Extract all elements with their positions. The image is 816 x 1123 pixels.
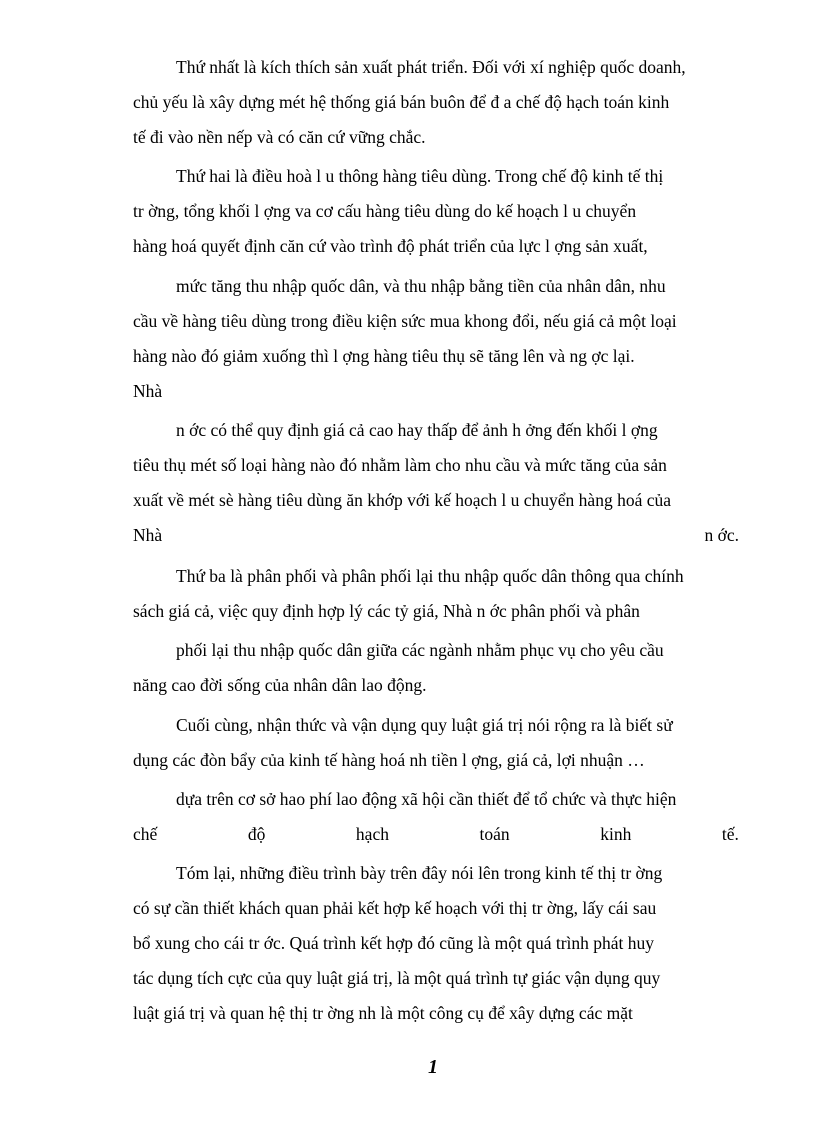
- line-word: kinh: [600, 824, 632, 844]
- paragraph-line: luật giá trị và quan hệ thị tr ờng nh là một công cụ để xây dựng các mặt: [133, 1003, 633, 1023]
- line-word: tế.: [721, 824, 739, 844]
- line-word: chế: [133, 824, 158, 844]
- paragraph-line: dựa trên cơ sở hao phí lao động xã hội cần thiết để tổ chức và thực hiện: [176, 789, 677, 809]
- paragraph-line: Cuối cùng, nhận thức và vận dụng quy luật giá trị nói rộng ra là biết sử: [176, 715, 673, 735]
- paragraph-line: [133, 524, 739, 546]
- paragraph-line: [133, 823, 739, 845]
- paragraph-line: Thứ ba là phân phối và phân phối lại thu nhập quốc dân thông qua chính: [176, 566, 684, 586]
- paragraph-line: n ớc có thể quy định giá cả cao hay thấp để ảnh h ởng đến khối l ợng: [176, 420, 658, 440]
- paragraph-line: hàng nào đó giảm xuống thì l ợng hàng tiêu thụ sẽ tăng lên và ng ợc lại.: [133, 346, 635, 366]
- page-number: 1: [428, 1056, 438, 1078]
- line-word: độ: [247, 824, 266, 844]
- paragraph-line: Thứ nhất là kích thích sản xuất phát triển. Đối với xí nghiệp quốc doanh,: [176, 57, 686, 77]
- paragraph-line: phối lại thu nhập quốc dân giữa các ngành nhằm phục vụ cho yêu cầu: [176, 640, 664, 660]
- line-word: hạch: [355, 824, 389, 844]
- paragraph-line: mức tăng thu nhập quốc dân, và thu nhập bằng tiền của nhân dân, nhu: [176, 276, 666, 296]
- paragraph-line: tế đi vào nền nếp và có căn cứ vững chắc.: [133, 127, 426, 147]
- paragraph-line: hàng hoá quyết định căn cứ vào trình độ phát triển của lực l ợng sản xuất,: [133, 236, 648, 256]
- paragraph-line: tiêu thụ mét số loại hàng nào đó nhằm làm cho nhu cầu và mức tăng của sản: [133, 455, 667, 475]
- paragraph-line: sách giá cả, việc quy định hợp lý các tỷ giá, Nhà n ớc phân phối và phân: [133, 601, 640, 621]
- paragraph-line: bổ xung cho cái tr ớc. Quá trình kết hợp đó cũng là một quá trình phát huy: [133, 933, 655, 953]
- paragraph-line: chủ yếu là xây dựng mét hệ thống giá bán buôn để đ a chế độ hạch toán kinh: [133, 92, 670, 112]
- paragraph-line: tr ờng, tổng khối l ợng va cơ cấu hàng tiêu dùng do kế hoạch l u chuyển: [133, 201, 637, 221]
- paragraph-line: tác dụng tích cực của quy luật giá trị, là một quá trình tự giác vận dụng quy: [133, 968, 661, 988]
- paragraph-line: Nhà: [133, 381, 163, 401]
- paragraph-line: Thứ hai là điều hoà l u thông hàng tiêu dùng. Trong chế độ kinh tế thị: [176, 166, 664, 186]
- paragraph-line: Tóm lại, những điều trình bày trên đây nói lên trong kinh tế thị tr ờng: [176, 863, 663, 883]
- paragraph-line: có sự cần thiết khách quan phải kết hợp kế hoạch với thị tr ờng, lấy cái sau: [133, 898, 657, 918]
- paragraph-line: dụng các đòn bẩy của kinh tế hàng hoá nh tiền l ợng, giá cả, lợi nhuận …: [133, 750, 645, 770]
- paragraph-line: cầu về hàng tiêu dùng trong điều kiện sức mua khong đổi, nếu giá cả một loại: [133, 311, 677, 331]
- line-word: n ớc.: [704, 525, 739, 545]
- paragraph-line: xuất về mét sè hàng tiêu dùng ăn khớp với kế hoạch l u chuyển hàng hoá của: [133, 490, 672, 510]
- paragraph-line: năng cao đời sống của nhân dân lao động.: [133, 675, 427, 695]
- line-word: toán: [479, 824, 510, 844]
- line-word: Nhà: [133, 525, 163, 545]
